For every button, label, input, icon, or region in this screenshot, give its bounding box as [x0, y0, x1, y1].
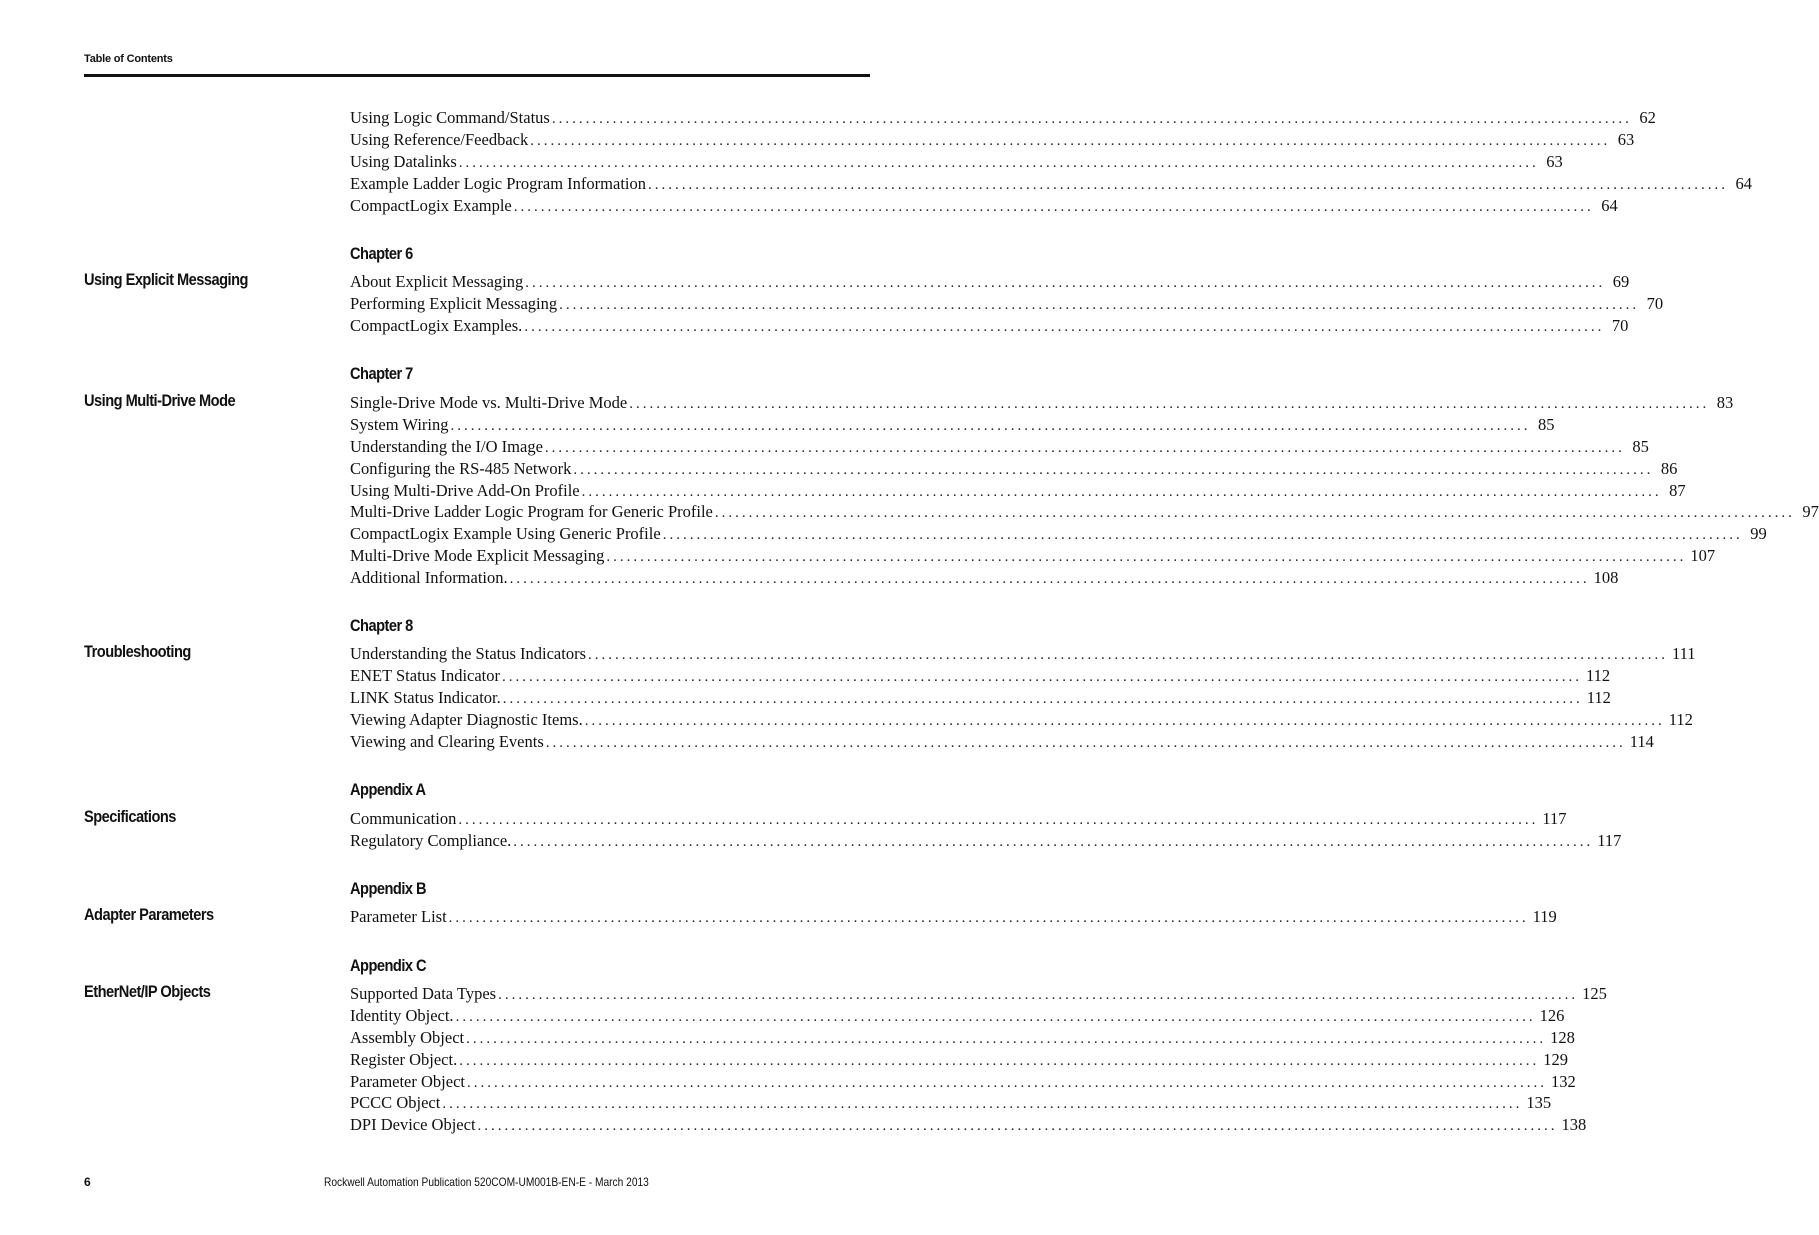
toc-entry[interactable]: [350, 983, 1607, 1005]
section-title[interactable]: EtherNet/IP Objects: [84, 982, 211, 1001]
toc-entry[interactable]: [350, 129, 1635, 151]
dot-leader: ................................................................................................................................................................: [662, 527, 1743, 544]
header-rule: [84, 74, 870, 77]
toc-entry-title: Assembly Object: [350, 1027, 465, 1047]
dot-leader: ................................................................................................................................................................: [448, 910, 1529, 926]
toc-entry-page: 70: [1611, 315, 1629, 335]
dot-leader: ................................................................................................................................................................: [458, 812, 1539, 828]
chapter-label: Chapter 6: [350, 244, 413, 263]
toc-entry-page: 135: [1526, 1093, 1552, 1113]
toc-entry-title: Parameter Object: [350, 1071, 465, 1091]
dot-leader: ................................................................................................................................................................: [513, 198, 1594, 215]
toc-entry[interactable]: [350, 173, 1752, 195]
toc-entry-page: 112: [1586, 665, 1611, 685]
toc-entry-page: 132: [1550, 1071, 1576, 1091]
toc-entry-title: Viewing and Clearing Events: [350, 731, 544, 751]
toc-entry-page: 83: [1716, 393, 1734, 412]
dot-leader: ................................................................................................................................................................: [466, 1074, 1547, 1091]
toc-entry[interactable]: [350, 1092, 1552, 1114]
toc-entry-title: Regulatory Compliance.: [350, 830, 512, 850]
toc-entry-page: 107: [1690, 546, 1716, 566]
dot-leader: ................................................................................................................................................................: [629, 396, 1710, 412]
toc-entry[interactable]: [350, 906, 1557, 928]
dot-leader: ................................................................................................................................................................: [584, 712, 1665, 729]
dot-leader: ................................................................................................................................................................: [477, 1118, 1558, 1135]
toc-entries: [350, 808, 1622, 852]
chapter-label: Appendix C: [350, 956, 427, 975]
toc-entry[interactable]: [350, 436, 1649, 458]
toc-entry-page: 138: [1561, 1115, 1587, 1135]
dot-leader: ................................................................................................................................................................: [545, 734, 1626, 751]
toc-entry-title: Supported Data Types: [350, 984, 497, 1003]
toc-entry[interactable]: [350, 545, 1716, 567]
dot-leader: ................................................................................................................................................................: [530, 132, 1611, 149]
toc-entry-page: 111: [1672, 644, 1696, 663]
toc-entry-title: Using Logic Command/Status: [350, 108, 550, 127]
dot-leader: ................................................................................................................................................................: [559, 296, 1640, 313]
toc-entries: [350, 983, 1607, 1136]
toc-entry-title: Multi-Drive Mode Explicit Messaging: [350, 546, 605, 566]
dot-leader: ................................................................................................................................................................: [544, 439, 1625, 456]
toc-entry[interactable]: [350, 665, 1611, 687]
toc-entry[interactable]: [350, 523, 1767, 545]
footer-page-number: 6: [84, 1175, 91, 1189]
toc-entry-page: 85: [1538, 414, 1555, 434]
toc-entry-title: PCCC Object: [350, 1093, 441, 1113]
chapter-label: Chapter 8: [350, 616, 413, 635]
toc-entries: [350, 392, 1819, 589]
toc-entry[interactable]: [350, 731, 1654, 753]
toc-entry[interactable]: [350, 1114, 1587, 1136]
toc-entry-title: ENET Status Indicator: [350, 665, 500, 685]
toc-entry-title: Parameter List: [350, 907, 447, 926]
chapter-label: Appendix B: [350, 879, 427, 898]
toc-entry-title: Using Multi-Drive Add-On Profile: [350, 480, 580, 500]
chapter-label: Appendix A: [350, 780, 426, 799]
toc-entry[interactable]: [350, 830, 1622, 852]
toc-entry[interactable]: [350, 643, 1696, 665]
section-title[interactable]: Using Multi-Drive Mode: [84, 391, 236, 410]
dot-leader: ................................................................................................................................................................: [459, 1052, 1540, 1069]
toc-entry[interactable]: [350, 414, 1555, 436]
toc-entry-title: Configuring the RS-485 Network: [350, 458, 572, 478]
toc-entries: [350, 271, 1664, 337]
toc-entry-page: 97: [1802, 502, 1819, 522]
running-head: Table of Contents: [84, 53, 173, 65]
toc-entry-page: 69: [1612, 272, 1630, 291]
toc-entry-page: 128: [1550, 1027, 1575, 1047]
toc-entry[interactable]: [350, 709, 1693, 731]
toc-entry-title: Register Object.: [350, 1049, 458, 1069]
toc-entry-page: 99: [1750, 524, 1767, 544]
toc-entry-page: 112: [1668, 709, 1693, 729]
toc-entry-page: 63: [1546, 151, 1563, 171]
toc-entry-page: 119: [1532, 907, 1557, 926]
dot-leader: ................................................................................................................................................................: [714, 505, 1795, 522]
toc-entry-page: 64: [1601, 195, 1618, 215]
section-title[interactable]: Using Explicit Messaging: [84, 270, 248, 289]
toc-entry[interactable]: [350, 271, 1630, 293]
dot-leader: ................................................................................................................................................................: [588, 647, 1668, 663]
toc-entry-page: 117: [1542, 809, 1567, 828]
dot-leader: ................................................................................................................................................................: [581, 483, 1662, 500]
toc-entry-page: 114: [1629, 731, 1654, 751]
toc-entry-page: 87: [1669, 480, 1686, 500]
toc-entry[interactable]: [350, 1027, 1575, 1049]
dot-leader: ................................................................................................................................................................: [513, 833, 1594, 850]
dot-leader: ................................................................................................................................................................: [648, 176, 1728, 193]
toc-entry-title: Multi-Drive Ladder Logic Program for Generic Profile: [350, 502, 713, 522]
toc-entry[interactable]: [350, 480, 1686, 502]
toc-entry-page: 112: [1586, 687, 1611, 707]
toc-entry-page: 117: [1597, 830, 1622, 850]
toc-entry-title: CompactLogix Example: [350, 195, 512, 215]
toc-entry-page: 70: [1646, 293, 1664, 313]
toc-entry[interactable]: [350, 315, 1629, 337]
dot-leader: ................................................................................................................................................................: [606, 549, 1687, 566]
toc-entry-page: 126: [1539, 1005, 1565, 1025]
toc-entry-page: 129: [1543, 1049, 1568, 1069]
dot-leader: ................................................................................................................................................................: [573, 461, 1654, 478]
toc-entry-page: 62: [1639, 108, 1656, 127]
toc-entry[interactable]: [350, 687, 1611, 709]
toc-entry-title: Performing Explicit Messaging: [350, 293, 558, 313]
toc-entry-title: CompactLogix Examples.: [350, 315, 523, 335]
section-title[interactable]: Adapter Parameters: [84, 905, 214, 924]
dot-leader: ................................................................................................................................................................: [450, 417, 1531, 434]
toc-entry-title: Understanding the Status Indicators: [350, 644, 586, 663]
toc-entry[interactable]: [350, 1005, 1565, 1027]
toc-entry-title: Example Ladder Logic Program Information: [350, 173, 646, 193]
toc-entry-title: Additional Information.: [350, 568, 508, 588]
toc-entry-title: About Explicit Messaging: [350, 272, 524, 291]
chapter-label: Chapter 7: [350, 364, 413, 383]
toc-entry-title: Communication: [350, 809, 457, 828]
dot-leader: ................................................................................................................................................................: [442, 1096, 1523, 1113]
toc-entry[interactable]: [350, 293, 1664, 315]
dot-leader: ................................................................................................................................................................: [498, 987, 1579, 1003]
toc-entry-title: Identity Object.: [350, 1005, 454, 1025]
toc-entry-title: Using Reference/Feedback: [350, 129, 529, 149]
dot-leader: ................................................................................................................................................................: [525, 275, 1606, 291]
toc-entry-title: Single-Drive Mode vs. Multi-Drive Mode: [350, 393, 628, 412]
dot-leader: ................................................................................................................................................................: [509, 571, 1590, 588]
toc-entries: [350, 906, 1557, 928]
toc-entry-title: CompactLogix Example Using Generic Profile: [350, 524, 661, 544]
toc-entry-title: Understanding the I/O Image: [350, 436, 543, 456]
dot-leader: ................................................................................................................................................................: [458, 154, 1539, 171]
toc-entry-page: 86: [1660, 458, 1678, 478]
toc-entry-page: 63: [1617, 129, 1635, 149]
toc-entry[interactable]: [350, 151, 1563, 173]
toc-entry-page: 64: [1735, 173, 1752, 193]
toc-entry[interactable]: [350, 567, 1619, 589]
toc-entry-title: Viewing Adapter Diagnostic Items.: [350, 709, 583, 729]
dot-leader: ................................................................................................................................................................: [502, 690, 1583, 707]
dot-leader: ................................................................................................................................................................: [502, 668, 1582, 685]
dot-leader: ................................................................................................................................................................: [551, 111, 1632, 127]
toc-entry[interactable]: [350, 107, 1656, 129]
toc-entry[interactable]: [350, 808, 1567, 830]
toc-entry-title: LINK Status Indicator.: [350, 687, 501, 707]
toc-entry[interactable]: [350, 195, 1618, 217]
toc-entry[interactable]: [350, 1049, 1568, 1071]
toc-entry[interactable]: [350, 1071, 1576, 1093]
toc-entry[interactable]: [350, 392, 1734, 414]
dot-leader: ................................................................................................................................................................: [455, 1008, 1536, 1025]
toc-entry-page: 125: [1582, 984, 1607, 1003]
dot-leader: ................................................................................................................................................................: [524, 318, 1605, 335]
section-title[interactable]: Specifications: [84, 807, 176, 826]
footer-publication: Rockwell Automation Publication 520COM-UM001B-EN-E - March 2013: [324, 1175, 649, 1189]
toc-entries: [350, 107, 1752, 216]
toc-entry-page: 108: [1593, 568, 1619, 588]
toc-entry-title: System Wiring: [350, 414, 449, 434]
section-title[interactable]: Troubleshooting: [84, 642, 191, 661]
toc-entry-page: 85: [1632, 436, 1649, 456]
toc-entry-title: Using Datalinks: [350, 151, 457, 171]
toc-entry[interactable]: [350, 458, 1678, 480]
dot-leader: ................................................................................................................................................................: [466, 1030, 1547, 1047]
toc-entry[interactable]: [350, 501, 1819, 523]
toc-entry-title: DPI Device Object: [350, 1115, 476, 1135]
toc-entries: [350, 643, 1696, 752]
